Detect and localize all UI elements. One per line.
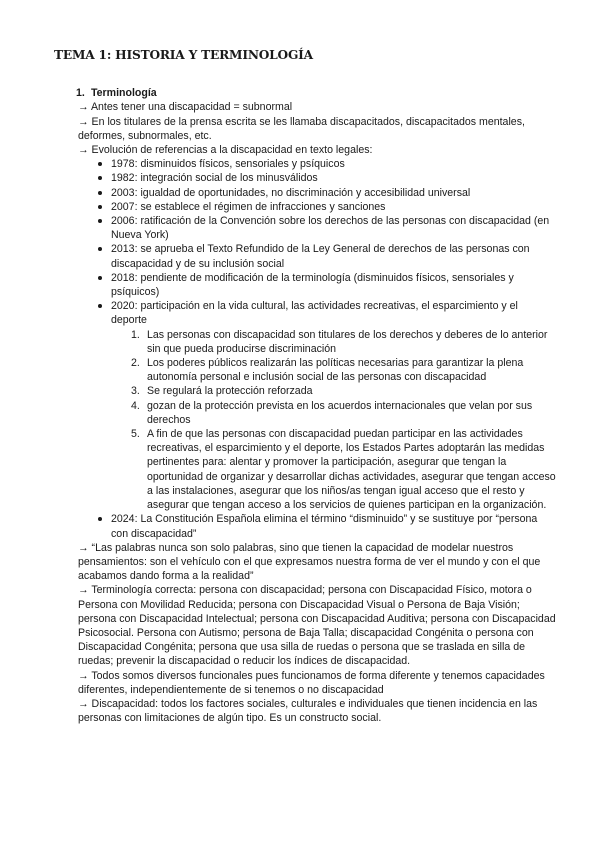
timeline-item-2003: 2003: igualdad de oportunidades, no discriminación y accesibilidad universal <box>98 186 556 200</box>
intro-paragraph-2: → En los titulares de la prensa escrita se les llamaba discapacitados, discapacitados mentales, deformes, subnormales, etc. <box>78 115 525 142</box>
closing-paragraph-definition: → Discapacidad: todos los factores sociales, culturales e individuales que tienen incidencia en las personas con limitaciones de algún tipo. Es un constructo social. <box>78 697 538 725</box>
sublist-item: 3. Se regulará la protección reforzada <box>131 385 313 398</box>
section-number: 1. <box>76 87 85 100</box>
section-heading <box>76 86 556 100</box>
sublist-item: 4. gozan de la protección prevista en los acuerdos internacionales que velan por sus derechos <box>131 399 533 426</box>
timeline-item-2007: 2007: se establece el régimen de infracciones y sanciones <box>98 200 556 214</box>
timeline-item-2020 <box>98 299 556 512</box>
closing-paragraph-terminology: → Terminología correcta: persona con discapacidad; persona con Discapacidad Físico, motora o Persona con Movilidad Reducida; persona con Discapacidad Visual o Persona de Baja Visión; persona con Discapacidad Intelectual; persona con Discapacidad Auditiva; persona con Discapacidad Psicosocial. Persona con Autismo; persona de Baja Talla; discapacidad Congénita o persona con Discapacidad Congénita; persona que usa silla de ruedas o persona que se traslada en silla de ruedas; prevenir la discapacidad o reducir los índices de discapacidad. <box>78 584 556 668</box>
timeline-item-2024: 2024: La Constitución Española elimina el término “disminuido” y se sustituye por “persona con discapacidad” <box>98 512 556 540</box>
sublist-item: 5. A fin de que las personas con discapacidad puedan participar en las actividades recreativas, el esparcimiento y el deporte, los Estados Partes adoptarán las medidas pertinentes para: alentar y promover la participación, asegurar que tengan la oportunidad de organizar y desarrollar dichas actividades, asegurar que tengan acceso a las instalaciones, asegurar que los niños/as tengan igual acceso que el resto y asegurar que tengan acceso a los servicios de quienes participan en la organización. <box>131 428 556 512</box>
intro-paragraph-3: → Evolución de referencias a la discapacidad en texto legales: <box>78 144 373 157</box>
closing-paragraph-diversity: → Todos somos diversos funcionales pues funcionamos de forma diferente y tenemos capacidades diferentes, independientemente de si tenemos o no discapacidad <box>78 669 545 696</box>
intro-paragraph-1: → Antes tener una discapacidad = subnormal <box>78 101 293 114</box>
sublist-item: 2. Los poderes públicos realizarán las políticas necesarias para garantizar la plena autonomía personal e inclusión social de las personas con discapacidad <box>131 357 524 384</box>
section-title: Terminología <box>90 87 157 100</box>
timeline-item-1982: 1982: integración social de los minusválidos <box>98 171 556 185</box>
timeline-item-2006: 2006: ratificación de la Convención sobre los derechos de las personas con discapacidad (en Nueva York) <box>98 214 556 242</box>
document-title: TEMA 1: HISTORIA Y TERMINOLOGÍA <box>54 48 313 62</box>
rights-sublist <box>111 328 556 513</box>
closing-paragraph-quote: → “Las palabras nunca son solo palabras, sino que tienen la capacidad de modelar nuestros pensamientos: son el vehículo con el que expresamos nuestra forma de ver el mundo y con el que acabamos dando forma a la realidad” <box>78 541 541 583</box>
legal-timeline-list <box>58 157 556 540</box>
timeline-item-2018: 2018: pendiente de modificación de la terminología (disminuidos físicos, sensoriales y psíquicos) <box>98 271 556 299</box>
sublist-item: 1. Las personas con discapacidad son titulares de los derechos y deberes de lo anterior sin que pueda producirse discriminación <box>131 328 548 355</box>
timeline-item-2013: 2013: se aprueba el Texto Refundido de la Ley General de derechos de las personas con discapacidad y de su inclusión social <box>98 242 556 270</box>
timeline-item-2020-text: 2020: participación en la vida cultural, las actividades recreativas, el esparcimiento y el deporte <box>111 300 518 327</box>
timeline-item-1978: 1978: disminuidos físicos, sensoriales y psíquicos <box>98 157 556 171</box>
